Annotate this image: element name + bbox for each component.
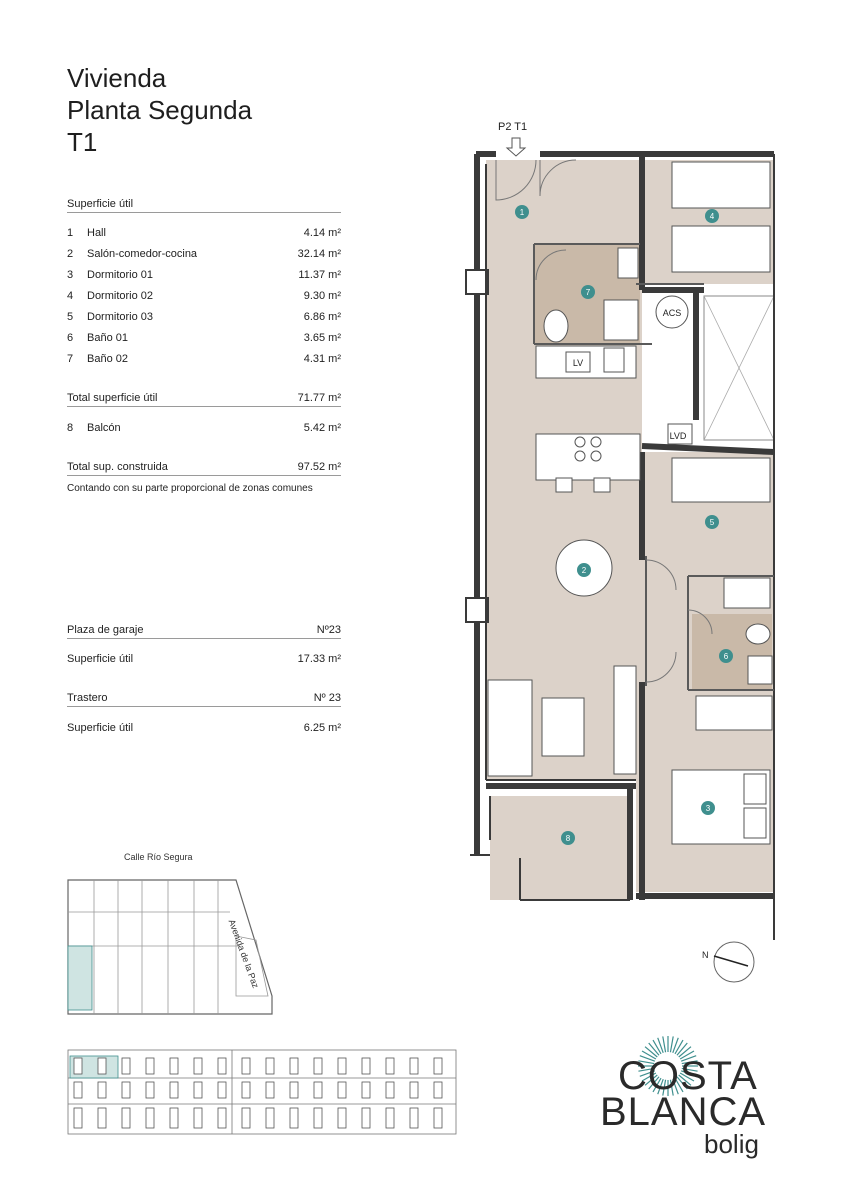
facade-window bbox=[434, 1058, 442, 1074]
room-area: 11.37 m² bbox=[298, 269, 341, 281]
facade-window bbox=[290, 1058, 298, 1074]
facade-window bbox=[74, 1108, 82, 1128]
facade-window bbox=[386, 1082, 394, 1098]
facade-window bbox=[98, 1108, 106, 1128]
facade-window bbox=[122, 1082, 130, 1098]
facade-window bbox=[170, 1108, 178, 1128]
room-name: Baño 01 bbox=[87, 332, 128, 344]
facade-window bbox=[74, 1082, 82, 1098]
built-surface-value: 97.52 m² bbox=[297, 461, 341, 473]
north-compass-icon bbox=[714, 942, 754, 982]
facade-window bbox=[338, 1082, 346, 1098]
garage-area-label: Superficie útil bbox=[67, 653, 134, 665]
lv-label: LV bbox=[572, 358, 584, 368]
street-label-2: Avenida de la Paz bbox=[226, 918, 261, 990]
bed-icon bbox=[672, 226, 770, 272]
facade-window bbox=[218, 1082, 226, 1098]
room-area: 4.31 m² bbox=[303, 353, 341, 365]
room-area: 6.86 m² bbox=[303, 311, 341, 323]
facade-window bbox=[146, 1082, 154, 1098]
room-num: 8 bbox=[67, 422, 74, 434]
room-area: 3.65 m² bbox=[303, 332, 341, 344]
facade-window bbox=[386, 1108, 394, 1128]
title-line-1: Vivienda bbox=[67, 63, 167, 93]
balcony-floor bbox=[490, 796, 630, 900]
facade-window bbox=[266, 1082, 274, 1098]
room-area: 5.42 m² bbox=[303, 422, 341, 434]
facade-window bbox=[314, 1082, 322, 1098]
bed-icon bbox=[672, 458, 770, 502]
facade-window bbox=[98, 1058, 106, 1074]
facade-window bbox=[410, 1082, 418, 1098]
sofa-icon bbox=[488, 680, 532, 776]
costa-blanca-logo bbox=[600, 1030, 780, 1170]
marker-label: 8 bbox=[565, 834, 571, 843]
surface-header: Superficie útil bbox=[67, 198, 341, 213]
marker-label: 1 bbox=[519, 208, 525, 217]
room-name: Hall bbox=[87, 227, 106, 239]
garage-area-value: 17.33 m² bbox=[297, 653, 341, 665]
total-surface-label: Total superficie útil bbox=[67, 392, 158, 404]
title-line-3: T1 bbox=[67, 127, 98, 157]
entry-label: P2 T1 bbox=[498, 121, 528, 133]
storage-area-label: Superficie útil bbox=[67, 722, 134, 734]
facade-window bbox=[266, 1058, 274, 1074]
logo-line-2: BLANCA bbox=[600, 1090, 767, 1134]
north-label: N bbox=[702, 950, 709, 960]
facade-window bbox=[290, 1108, 298, 1128]
room-name: Dormitorio 01 bbox=[87, 269, 154, 281]
tv-unit-icon bbox=[614, 666, 636, 774]
logo-line-3: bolig bbox=[704, 1129, 759, 1159]
marker-label: 7 bbox=[585, 288, 591, 297]
facade-window bbox=[74, 1058, 82, 1074]
facade-window bbox=[170, 1058, 178, 1074]
facade-window bbox=[194, 1082, 202, 1098]
room-name: Dormitorio 03 bbox=[87, 311, 154, 323]
storage-label: Trastero bbox=[67, 692, 108, 704]
facade-window bbox=[122, 1058, 130, 1074]
facade-window bbox=[410, 1058, 418, 1074]
room-name: Baño 02 bbox=[87, 353, 128, 365]
facade-window bbox=[146, 1108, 154, 1128]
facade-window bbox=[266, 1108, 274, 1128]
facade-window bbox=[338, 1108, 346, 1128]
facade-window bbox=[362, 1058, 370, 1074]
room-num: 6 bbox=[67, 332, 74, 344]
room-num: 4 bbox=[67, 290, 74, 302]
title-line-2: Planta Segunda bbox=[67, 95, 253, 125]
facade-window bbox=[122, 1108, 130, 1128]
facade-window bbox=[434, 1108, 442, 1128]
room-area: 9.30 m² bbox=[303, 290, 341, 302]
facade-window bbox=[170, 1082, 178, 1098]
built-surface-label: Total sup. construida bbox=[67, 461, 168, 473]
facade-window bbox=[386, 1058, 394, 1074]
room-name: Dormitorio 02 bbox=[87, 290, 154, 302]
acs-label: ACS bbox=[662, 308, 682, 318]
lvd-label: LVD bbox=[669, 431, 687, 441]
facade-window bbox=[362, 1082, 370, 1098]
storage-number: Nº 23 bbox=[313, 692, 341, 704]
facade-window bbox=[314, 1108, 322, 1128]
garage-number: Nº23 bbox=[316, 624, 341, 636]
facade-window bbox=[338, 1058, 346, 1074]
storage-area-value: 6.25 m² bbox=[303, 722, 341, 734]
facade-window bbox=[146, 1058, 154, 1074]
room-num: 7 bbox=[67, 353, 74, 365]
marker-label: 6 bbox=[723, 652, 729, 661]
room-area: 4.14 m² bbox=[303, 227, 341, 239]
room-num: 1 bbox=[67, 227, 74, 239]
facade-window bbox=[194, 1108, 202, 1128]
room-area: 32.14 m² bbox=[297, 248, 341, 260]
marker-label: 3 bbox=[705, 804, 711, 813]
common-areas-note: Contando con su parte proporcional de zonas comunes bbox=[67, 483, 313, 494]
coffee-table-icon bbox=[542, 698, 584, 756]
room-num: 5 bbox=[67, 311, 74, 323]
room-num: 2 bbox=[67, 248, 74, 260]
facade-window bbox=[218, 1058, 226, 1074]
facade-window bbox=[98, 1082, 106, 1098]
marker-label: 4 bbox=[709, 212, 715, 221]
facade-window bbox=[314, 1058, 322, 1074]
facade-window bbox=[290, 1082, 298, 1098]
marker-label: 2 bbox=[581, 566, 587, 575]
facade-window bbox=[242, 1058, 250, 1074]
room-num: 3 bbox=[67, 269, 74, 281]
room-name: Salón-comedor-cocina bbox=[87, 248, 198, 260]
facade-window bbox=[410, 1108, 418, 1128]
facade-window bbox=[218, 1108, 226, 1128]
garage-label: Plaza de garaje bbox=[67, 624, 144, 636]
bed-icon bbox=[672, 162, 770, 208]
facade-window bbox=[362, 1108, 370, 1128]
street-label-1: Calle Río Segura bbox=[124, 852, 193, 862]
facade-window bbox=[242, 1082, 250, 1098]
facade-window bbox=[242, 1108, 250, 1128]
facade-window bbox=[194, 1058, 202, 1074]
logo-line-1: COSTA bbox=[618, 1054, 758, 1098]
room-name: Balcón bbox=[87, 422, 121, 434]
facade-window bbox=[434, 1082, 442, 1098]
total-surface-value: 71.77 m² bbox=[297, 392, 341, 404]
marker-label: 5 bbox=[709, 518, 715, 527]
